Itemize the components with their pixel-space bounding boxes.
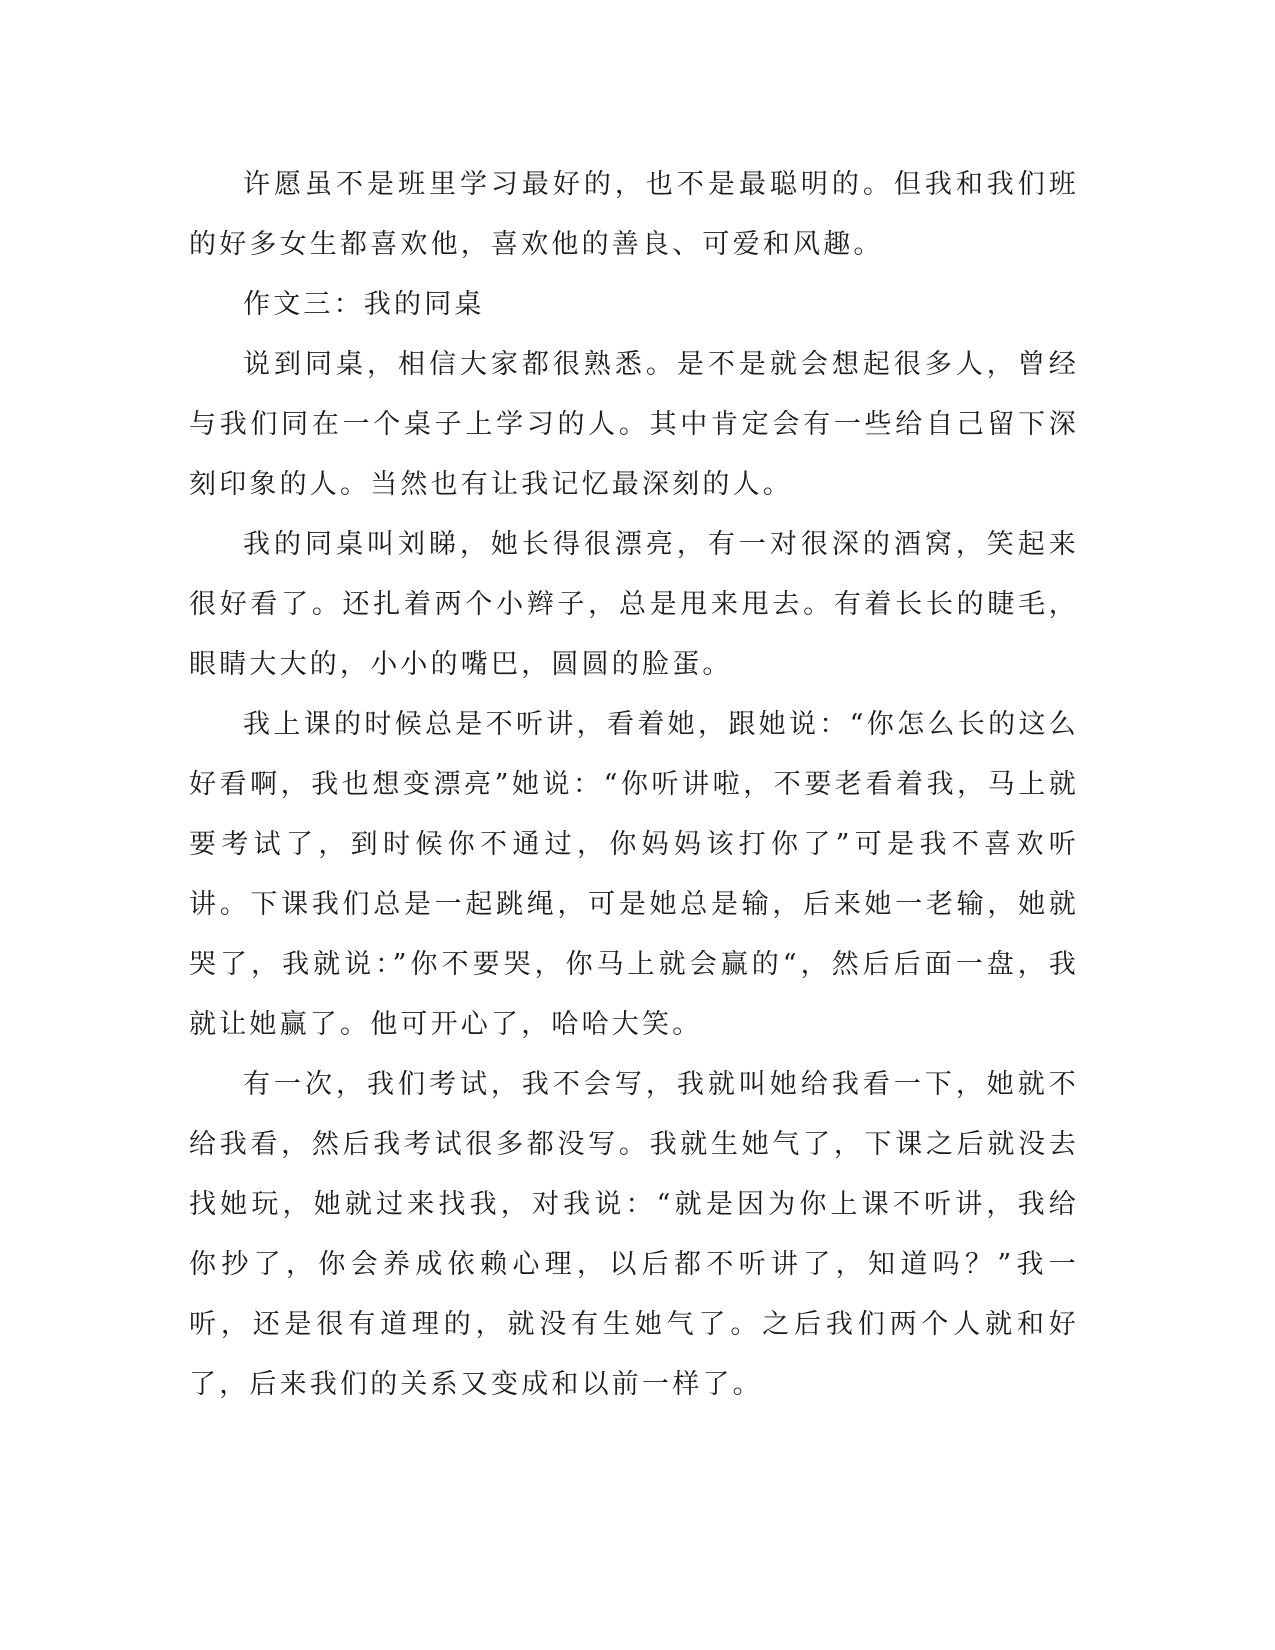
paragraph-intro: 说到同桌，相信大家都很熟悉。是不是就会想起很多人，曾经与我们同在一个桌子上学习的人。其中肯定会有一些给自己留下深刻印象的人。当然也有让我记忆最深刻的人。 [189,349,1079,500]
essay-three-heading: 作文三：我的同桌 [243,289,485,320]
essay-body [189,155,1079,1415]
paragraph-closing-essay-two: 许愿虽不是班里学习最好的，也不是最聪明的。但我和我们班的好多女生都喜欢他，喜欢他的善良、可爱和风趣。 [189,169,1079,260]
paragraph-class-story: 我上课的时候总是不听讲，看着她，跟她说：“你怎么长的这么好看啊，我也想变漂亮”她说：“你听讲啦，不要老看着我，马上就要考试了，到时候你不通过，你妈妈该打你了”可是我不喜欢听讲。下课我们总是一起跳绳，可是她总是输，后来她一老输，她就哭了，我就说：”你不要哭，你马上就会赢的“，然后后面一盘，我就让她赢了。他可开心了，哈哈大笑。 [189,709,1079,1040]
paragraph-exam-story: 有一次，我们考试，我不会写，我就叫她给我看一下，她就不给我看，然后我考试很多都没写。我就生她气了，下课之后就没去找她玩，她就过来找我，对我说：“就是因为你上课不听讲，我给你抄了，你会养成依赖心理，以后都不听讲了，知道吗？”我一听，还是很有道理的，就没有生她气了。之后我们两个人就和好了，后来我们的关系又变成和以前一样了。 [189,1069,1079,1400]
paragraph-description: 我的同桌叫刘睇，她长得很漂亮，有一对很深的酒窝，笑起来很好看了。还扎着两个小辫子，总是甩来甩去。有着长长的睫毛，眼睛大大的，小小的嘴巴，圆圆的脸蛋。 [189,529,1079,680]
